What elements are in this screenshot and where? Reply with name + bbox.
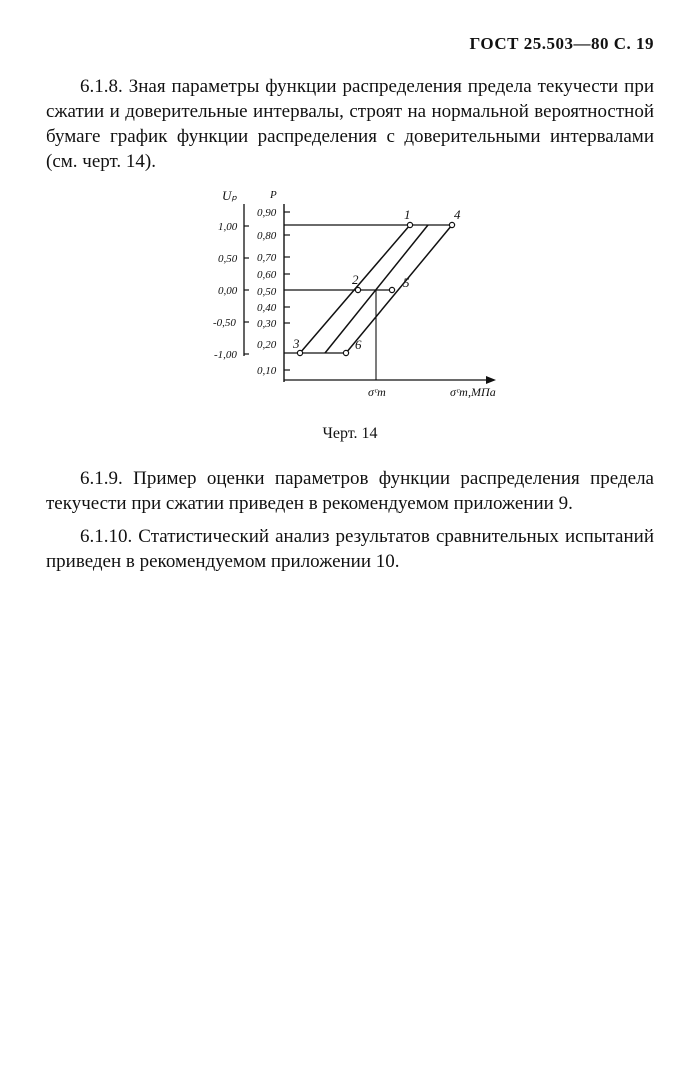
- confidence-line-right: [346, 225, 452, 353]
- sigma-label: σᶜт: [368, 385, 386, 399]
- p-tick-label: 0,20: [257, 339, 277, 351]
- distribution-chart: [200, 186, 510, 412]
- up-tick-label: 0,00: [218, 285, 238, 297]
- p-tick-label: 0,60: [257, 269, 277, 281]
- page-header: ГОСТ 25.503—80 С. 19: [469, 34, 654, 53]
- p-tick-label: 0,90: [257, 207, 277, 219]
- point-label-1: 1: [404, 207, 411, 222]
- figure-caption: Черт. 14: [322, 425, 378, 442]
- up-axis-label: Uₚ: [222, 188, 237, 203]
- p-tick-label: 0,50: [257, 286, 277, 298]
- p-tick-label: 0,70: [257, 252, 277, 264]
- paragraph-6-1-9: 6.1.9. Пример оценки параметров функции распределения предела текучести при сжатии приведен в рекомендуемом приложении 9.: [46, 468, 654, 514]
- figure-14: [200, 186, 510, 412]
- up-tick-label: 0,50: [218, 253, 238, 265]
- point-2: [355, 287, 360, 292]
- point-3: [297, 350, 302, 355]
- point-4: [449, 222, 454, 227]
- point-label-6: 6: [355, 337, 362, 352]
- point-1: [407, 222, 412, 227]
- p-axis-label: P: [270, 189, 277, 201]
- point-label-5: 5: [403, 275, 410, 290]
- x-axis-label: σᶜт,МПа: [450, 385, 496, 399]
- p-tick-label: 0,30: [257, 318, 277, 330]
- point-label-3: 3: [293, 336, 300, 351]
- up-tick-label: 1,00: [218, 221, 238, 233]
- p-tick-label: 0,80: [257, 230, 277, 242]
- paragraph-6-1-8: 6.1.8. Зная параметры функции распределения предела текучести при сжатии и доверительные интервалы, строят на нормальной вероятностной бумаге график функции распределения с доверительными интервалами (см. черт. 14).: [46, 76, 654, 172]
- x-axis-arrow: [486, 376, 496, 384]
- point-6: [343, 350, 348, 355]
- up-tick-label: -1,00: [214, 349, 237, 361]
- paragraph-6-1-10: 6.1.10. Статистический анализ результатов сравнительных испытаний приведен в рекомендуемом приложении 10.: [46, 526, 654, 572]
- point-label-4: 4: [454, 207, 461, 222]
- point-5: [389, 287, 394, 292]
- up-tick-label: -0,50: [213, 317, 236, 329]
- point-label-2: 2: [352, 272, 359, 287]
- p-tick-label: 0,40: [257, 302, 277, 314]
- p-tick-label: 0,10: [257, 365, 277, 377]
